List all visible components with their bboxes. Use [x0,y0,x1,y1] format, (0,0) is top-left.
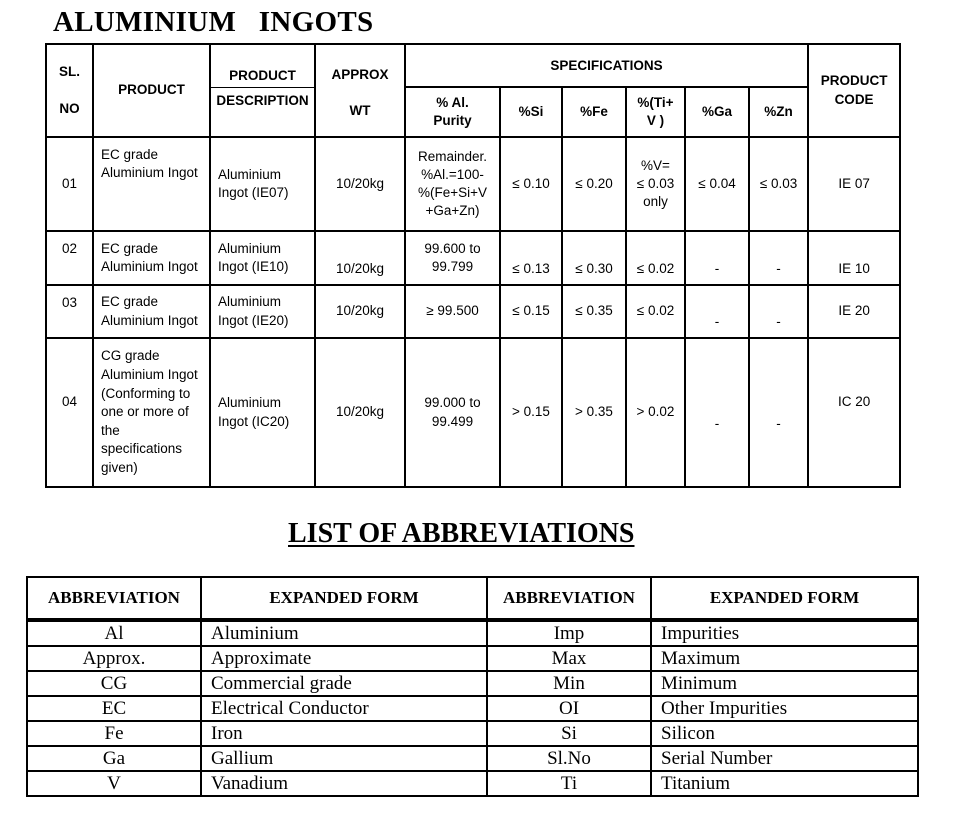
abbreviations-table [26,576,919,797]
product-code: IE 07 [808,137,900,231]
header-approx-top: APPROX [315,44,405,87]
expanded-form: Silicon [651,721,918,746]
header-product-description-top: PRODUCT [210,44,315,87]
approx-weight: 10/20kg [315,338,405,487]
abbreviations-title: LIST OF ABBREVIATIONS [288,518,635,549]
si-value: ≤ 0.10 [500,137,562,231]
header-al-purity: % Al. Purity [405,87,500,137]
si-value: > 0.15 [500,338,562,487]
header-ga: %Ga [685,87,749,137]
ti-v-value: > 0.02 [626,338,685,487]
fe-value: ≤ 0.20 [562,137,626,231]
expanded-form: Maximum [651,646,918,671]
product-name: EC grade Aluminium Ingot [93,231,210,285]
abbreviation: Ti [487,771,651,796]
header-abbreviation: ABBREVIATION [487,577,651,620]
ti-v-value: ≤ 0.02 [626,285,685,338]
table-row [27,696,918,721]
fe-value: > 0.35 [562,338,626,487]
expanded-form: Aluminium [201,620,487,646]
header-zn: %Zn [749,87,808,137]
si-value: ≤ 0.15 [500,285,562,338]
approx-weight: 10/20kg [315,231,405,285]
header-specifications: SPECIFICATIONS [405,44,808,87]
zn-value: - [749,285,808,338]
header-ti-v: %(Ti+ V ) [626,87,685,137]
table-row [46,338,900,487]
al-purity: 99.000 to 99.499 [405,338,500,487]
abbreviation: Fe [27,721,201,746]
ti-v-value: %V= ≤ 0.03 only [626,137,685,231]
expanded-form: Commercial grade [201,671,487,696]
si-value: ≤ 0.13 [500,231,562,285]
abbreviation: Imp [487,620,651,646]
abbreviation: V [27,771,201,796]
table-row [27,721,918,746]
product-name: EC grade Aluminium Ingot [93,137,210,231]
product-description: Aluminium Ingot (IE10) [210,231,315,285]
table-row [46,137,900,231]
fe-value: ≤ 0.35 [562,285,626,338]
abbreviation: Approx. [27,646,201,671]
product-name: CG grade Aluminium Ingot (Conforming to one or more of the specifications given) [93,338,210,487]
fe-value: ≤ 0.30 [562,231,626,285]
abbreviation: CG [27,671,201,696]
product-name: EC grade Aluminium Ingot [93,285,210,338]
expanded-form: Minimum [651,671,918,696]
approx-weight: 10/20kg [315,137,405,231]
al-purity: ≥ 99.500 [405,285,500,338]
abbreviation: OI [487,696,651,721]
specifications-table [45,43,901,488]
table-row [46,231,900,285]
zn-value: - [749,231,808,285]
sl-no: 03 [46,285,93,338]
product-code: IE 10 [808,231,900,285]
header-product-description-bottom: DESCRIPTION [210,87,315,137]
page-title: ALUMINIUM INGOTS [53,6,374,38]
expanded-form: Serial Number [651,746,918,771]
abbreviation: Max [487,646,651,671]
ti-v-value: ≤ 0.02 [626,231,685,285]
header-approx-bottom: WT [315,87,405,137]
table-row [46,285,900,338]
sl-no: 01 [46,137,93,231]
abbreviation: Al [27,620,201,646]
product-description: Aluminium Ingot (IC20) [210,338,315,487]
sl-no: 04 [46,338,93,487]
header-abbreviation: ABBREVIATION [27,577,201,620]
abbreviation: Si [487,721,651,746]
table-row [27,746,918,771]
header-expanded-form: EXPANDED FORM [201,577,487,620]
header-sl-no: SL. NO [46,44,93,137]
expanded-form: Other Impurities [651,696,918,721]
expanded-form: Impurities [651,620,918,646]
header-si: %Si [500,87,562,137]
header-product: PRODUCT [93,44,210,137]
abbreviation: Ga [27,746,201,771]
header-product-code: PRODUCT CODE [808,44,900,137]
ga-value: - [685,285,749,338]
abbreviation: EC [27,696,201,721]
product-code: IC 20 [808,338,900,487]
header-fe: %Fe [562,87,626,137]
zn-value: ≤ 0.03 [749,137,808,231]
table-row [27,771,918,796]
expanded-form: Titanium [651,771,918,796]
product-description: Aluminium Ingot (IE20) [210,285,315,338]
expanded-form: Iron [201,721,487,746]
expanded-form: Approximate [201,646,487,671]
expanded-form: Vanadium [201,771,487,796]
product-code: IE 20 [808,285,900,338]
ga-value: - [685,231,749,285]
ga-value: ≤ 0.04 [685,137,749,231]
expanded-form: Gallium [201,746,487,771]
table-row [27,646,918,671]
sl-no: 02 [46,231,93,285]
table-row [27,620,918,646]
table-row [27,671,918,696]
abbreviation: Min [487,671,651,696]
al-purity: 99.600 to 99.799 [405,231,500,285]
ga-value: - [685,338,749,487]
abbreviation: Sl.No [487,746,651,771]
product-description: Aluminium Ingot (IE07) [210,137,315,231]
expanded-form: Electrical Conductor [201,696,487,721]
zn-value: - [749,338,808,487]
approx-weight: 10/20kg [315,285,405,338]
al-purity: Remainder. %Al.=100- %(Fe+Si+V +Ga+Zn) [405,137,500,231]
header-expanded-form: EXPANDED FORM [651,577,918,620]
